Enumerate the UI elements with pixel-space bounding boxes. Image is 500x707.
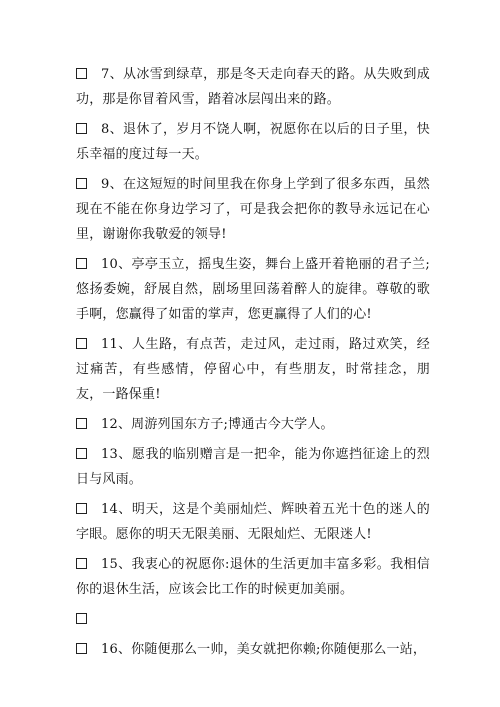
- paragraph-14: [76, 497, 430, 547]
- paragraph-7: [76, 62, 430, 112]
- paragraph-text: 8、退休了，岁月不饶人啊，祝愿你在以后的日子里，快乐幸福的度过每一天。: [76, 122, 430, 162]
- paragraph-text: 12、周游列国东方子;博通古今大学人。: [101, 417, 334, 432]
- paragraph-text: 10、亭亭玉立，摇曳生姿，舞台上盛开着艳丽的君子兰;悠扬委婉，舒展自然，剧场里回荡着醉人的旋律。尊敬的歌手啊，您赢得了如雷的掌声，您更赢得了人们的心!: [76, 257, 430, 322]
- checkbox-icon: [76, 613, 87, 624]
- paragraph-15: [76, 552, 430, 602]
- paragraph-9: [76, 172, 430, 247]
- paragraph-13: [76, 442, 430, 492]
- document-page: [76, 62, 430, 667]
- paragraph-11: [76, 332, 430, 407]
- paragraph-text: 13、愿我的临别赠言是一把伞，能为你遮挡征途上的烈日与风雨。: [76, 447, 430, 487]
- paragraph-8: [76, 117, 430, 167]
- checkbox-icon: [76, 643, 87, 654]
- checkbox-icon: [76, 338, 87, 349]
- paragraph-empty: [76, 607, 430, 632]
- checkbox-icon: [76, 258, 87, 269]
- checkbox-icon: [76, 558, 87, 569]
- paragraph-10: [76, 252, 430, 327]
- paragraph-16: [76, 637, 430, 662]
- paragraph-text: 7、从冰雪到绿草，那是冬天走向春天的路。从失败到成功，那是你冒着风雪，踏着冰层闯出来的路。: [76, 67, 430, 107]
- paragraph-text: 11、人生路，有点苦，走过风，走过雨，路过欢笑，经过痛苦，有些感情，停留心中，有些朋友，时常挂念，朋友，一路保重!: [76, 337, 430, 402]
- checkbox-icon: [76, 123, 87, 134]
- checkbox-icon: [76, 178, 87, 189]
- paragraph-text: 14、明天，这是个美丽灿烂、辉映着五光十色的迷人的字眼。愿你的明天无限美丽、无限灿烂、无限迷人!: [76, 502, 430, 542]
- checkbox-icon: [76, 503, 87, 514]
- checkbox-icon: [76, 68, 87, 79]
- checkbox-icon: [76, 418, 87, 429]
- paragraph-text: 16、你随便那么一帅，美女就把你赖;你随便那么一站，: [101, 642, 427, 657]
- paragraph-text: 15、我衷心的祝愿你:退休的生活更加丰富多彩。我相信你的退休生活，应该会比工作的时候更加美丽。: [76, 557, 430, 597]
- paragraph-text: 9、在这短短的时间里我在你身上学到了很多东西，虽然现在不能在你身边学习了，可是我会把你的教导永远记在心里，谢谢你我敬爱的领导!: [76, 177, 430, 242]
- paragraph-12: [76, 412, 430, 437]
- checkbox-icon: [76, 448, 87, 459]
